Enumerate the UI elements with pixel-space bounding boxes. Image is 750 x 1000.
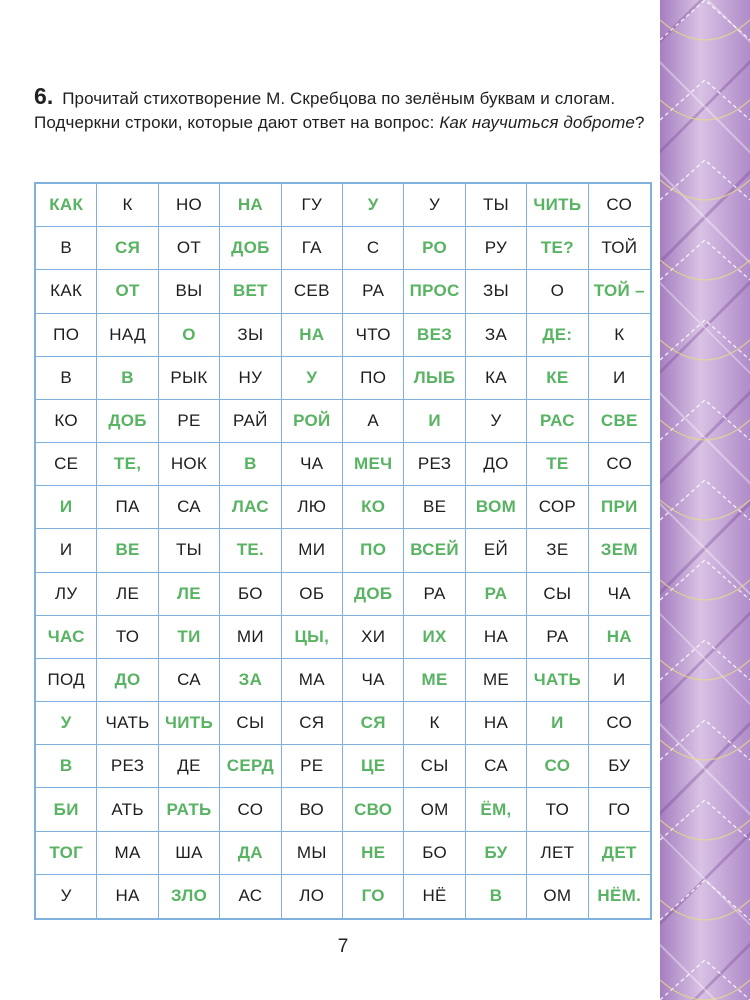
grid-cell-green-syllable: ТЕ? <box>527 227 588 270</box>
grid-cell-green-syllable: НА <box>589 616 650 659</box>
grid-cell-syllable: БУ <box>589 745 650 788</box>
grid-cell-syllable: АТЬ <box>97 788 158 831</box>
grid-cell-syllable: ЕЙ <box>466 529 527 572</box>
grid-cell-syllable: РУ <box>466 227 527 270</box>
grid-cell-syllable: ДЕ <box>159 745 220 788</box>
grid-cell-green-syllable: СЕРД <box>220 745 281 788</box>
grid-cell-green-syllable: В <box>36 745 97 788</box>
grid-cell-syllable: А <box>343 400 404 443</box>
grid-cell-syllable: ЛУ <box>36 573 97 616</box>
grid-cell-green-syllable: ДОБ <box>343 573 404 616</box>
task-instruction <box>34 84 654 135</box>
grid-cell-green-syllable: СО <box>527 745 588 788</box>
grid-cell-green-syllable: И <box>527 702 588 745</box>
grid-cell-syllable: ЗЕ <box>527 529 588 572</box>
grid-cell-syllable: ЛЮ <box>282 486 343 529</box>
grid-cell-green-syllable: ЗА <box>220 659 281 702</box>
grid-cell-syllable: ВЫ <box>159 270 220 313</box>
grid-cell-syllable: ЗЫ <box>466 270 527 313</box>
quilted-pattern-decoration <box>660 0 750 1000</box>
grid-cell-green-syllable: ВЕТ <box>220 270 281 313</box>
grid-cell-syllable: В <box>36 227 97 270</box>
grid-cell-syllable: У <box>36 875 97 918</box>
grid-cell-syllable: НУ <box>220 357 281 400</box>
grid-cell-syllable: ТОЙ <box>589 227 650 270</box>
grid-cell-syllable: ША <box>159 832 220 875</box>
grid-cell-green-syllable: СВЕ <box>589 400 650 443</box>
grid-cell-syllable: НЁ <box>404 875 465 918</box>
grid-cell-green-syllable: ДЕ: <box>527 314 588 357</box>
grid-cell-green-syllable: ТОЙ – <box>589 270 650 313</box>
grid-cell-green-syllable: СЯ <box>97 227 158 270</box>
grid-cell-syllable: СЯ <box>282 702 343 745</box>
task-question-mark: ? <box>634 113 645 132</box>
grid-cell-green-syllable: НА <box>220 184 281 227</box>
grid-cell-green-syllable: У <box>282 357 343 400</box>
grid-cell-green-syllable: ВЕ <box>97 529 158 572</box>
grid-cell-green-syllable: БУ <box>466 832 527 875</box>
task-text: Прочитай стихотворение М. Скребцова по зелёным буквам и слогам. Подчеркни строки, которые дают ответ на вопрос: <box>34 89 616 132</box>
grid-cell-syllable: ТЫ <box>466 184 527 227</box>
grid-cell-syllable: КО <box>36 400 97 443</box>
grid-cell-green-syllable: ПРИ <box>589 486 650 529</box>
grid-cell-green-syllable: ДОБ <box>220 227 281 270</box>
grid-cell-green-syllable: КЕ <box>527 357 588 400</box>
grid-cell-syllable: КА <box>466 357 527 400</box>
grid-cell-green-syllable: В <box>97 357 158 400</box>
grid-cell-syllable: АС <box>220 875 281 918</box>
grid-cell-syllable: ЛЕТ <box>527 832 588 875</box>
grid-cell-syllable: МИ <box>282 529 343 572</box>
grid-cell-green-syllable: В <box>466 875 527 918</box>
grid-cell-syllable: ДО <box>466 443 527 486</box>
grid-cell-green-syllable: ДО <box>97 659 158 702</box>
grid-cell-green-syllable: И <box>36 486 97 529</box>
grid-cell-green-syllable: ПО <box>343 529 404 572</box>
grid-cell-green-syllable: ЧИТЬ <box>527 184 588 227</box>
grid-cell-syllable: ПА <box>97 486 158 529</box>
grid-cell-green-syllable: ГО <box>343 875 404 918</box>
grid-cell-green-syllable: ЦЫ, <box>282 616 343 659</box>
grid-cell-syllable: И <box>589 357 650 400</box>
grid-cell-syllable: СА <box>159 659 220 702</box>
grid-cell-syllable: ЧТО <box>343 314 404 357</box>
grid-cell-syllable: СО <box>589 702 650 745</box>
grid-cell-syllable: О <box>527 270 588 313</box>
grid-cell-green-syllable: ЗЛО <box>159 875 220 918</box>
grid-cell-syllable: БО <box>220 573 281 616</box>
grid-cell-green-syllable: ЧАТЬ <box>527 659 588 702</box>
grid-cell-green-syllable: НЕ <box>343 832 404 875</box>
grid-cell-syllable: СЕ <box>36 443 97 486</box>
grid-cell-syllable: МА <box>97 832 158 875</box>
grid-cell-green-syllable: О <box>159 314 220 357</box>
grid-cell-green-syllable: ДА <box>220 832 281 875</box>
grid-cell-syllable: ПО <box>343 357 404 400</box>
grid-cell-green-syllable: ЧИТЬ <box>159 702 220 745</box>
grid-cell-green-syllable: ВОМ <box>466 486 527 529</box>
grid-cell-syllable: РА <box>404 573 465 616</box>
grid-cell-syllable: НО <box>159 184 220 227</box>
grid-cell-green-syllable: ВСЕЙ <box>404 529 465 572</box>
grid-cell-syllable: СЫ <box>220 702 281 745</box>
grid-cell-green-syllable: РАТЬ <box>159 788 220 831</box>
grid-cell-syllable: У <box>466 400 527 443</box>
grid-cell-syllable: ГА <box>282 227 343 270</box>
grid-cell-green-syllable: БИ <box>36 788 97 831</box>
grid-cell-syllable: ОМ <box>404 788 465 831</box>
grid-cell-syllable: СА <box>466 745 527 788</box>
grid-cell-syllable: ГУ <box>282 184 343 227</box>
grid-cell-syllable: С <box>343 227 404 270</box>
grid-cell-syllable: ЧАТЬ <box>97 702 158 745</box>
grid-cell-syllable: ВЕ <box>404 486 465 529</box>
grid-cell-syllable: ТЫ <box>159 529 220 572</box>
grid-cell-syllable: ВО <box>282 788 343 831</box>
grid-cell-green-syllable: ОТ <box>97 270 158 313</box>
grid-cell-syllable: В <box>36 357 97 400</box>
grid-cell-syllable: К <box>589 314 650 357</box>
grid-cell-syllable: СОР <box>527 486 588 529</box>
grid-cell-green-syllable: ИХ <box>404 616 465 659</box>
grid-cell-syllable: РЕЗ <box>97 745 158 788</box>
grid-cell-syllable: ЧА <box>282 443 343 486</box>
grid-cell-green-syllable: РО <box>404 227 465 270</box>
grid-cell-syllable: ЗА <box>466 314 527 357</box>
grid-cell-syllable: РЕ <box>159 400 220 443</box>
syllable-grid <box>34 182 652 920</box>
grid-cell-green-syllable: ТЕ <box>527 443 588 486</box>
grid-cell-syllable: СЕВ <box>282 270 343 313</box>
grid-cell-green-syllable: ДЕТ <box>589 832 650 875</box>
grid-cell-syllable: НА <box>466 616 527 659</box>
grid-cell-syllable: ЧА <box>589 573 650 616</box>
grid-cell-green-syllable: МЕЧ <box>343 443 404 486</box>
grid-cell-green-syllable: РА <box>466 573 527 616</box>
grid-cell-green-syllable: ЛАС <box>220 486 281 529</box>
grid-cell-green-syllable: ТИ <box>159 616 220 659</box>
grid-cell-green-syllable: РОЙ <box>282 400 343 443</box>
grid-cell-green-syllable: СВО <box>343 788 404 831</box>
grid-cell-green-syllable: МЕ <box>404 659 465 702</box>
grid-cell-green-syllable: ДОБ <box>97 400 158 443</box>
grid-cell-syllable: ОБ <box>282 573 343 616</box>
grid-cell-syllable: ПО <box>36 314 97 357</box>
grid-cell-green-syllable: НЁМ. <box>597 886 642 906</box>
grid-cell-syllable: МЕ <box>466 659 527 702</box>
grid-cell-syllable: МЫ <box>282 832 343 875</box>
grid-cell-syllable: ЛЕ <box>97 573 158 616</box>
grid-cell-syllable: РА <box>343 270 404 313</box>
decorative-side-band <box>660 0 750 1000</box>
grid-cell-green-syllable: СЯ <box>343 702 404 745</box>
grid-cell-syllable: СО <box>589 184 650 227</box>
grid-cell-syllable: НА <box>466 702 527 745</box>
grid-cell-syllable: СА <box>159 486 220 529</box>
page-number: 7 <box>337 936 349 957</box>
grid-cell-syllable: ОТ <box>159 227 220 270</box>
grid-cell-syllable: К <box>404 702 465 745</box>
grid-cell-syllable: ТО <box>97 616 158 659</box>
grid-cell-syllable: НА <box>97 875 158 918</box>
task-question: Как научиться доброте <box>439 113 635 132</box>
grid-cell-green-syllable: РАС <box>527 400 588 443</box>
grid-cell-syllable: СО <box>589 443 650 486</box>
grid-cell-green-syllable: ЁМ, <box>466 788 527 831</box>
grid-cell-green-syllable: ЗЕМ <box>589 529 650 572</box>
grid-cell-syllable: РАЙ <box>220 400 281 443</box>
grid-cell-syllable: МА <box>282 659 343 702</box>
grid-cell-syllable: НОК <box>159 443 220 486</box>
grid-cell-syllable: ГО <box>589 788 650 831</box>
grid-cell-syllable: РА <box>527 616 588 659</box>
grid-cell-green-syllable: У <box>343 184 404 227</box>
grid-cell-syllable: ХИ <box>343 616 404 659</box>
grid-cell-syllable: СО <box>220 788 281 831</box>
grid-cell-green-syllable: ТЕ, <box>97 443 158 486</box>
grid-cell-green-syllable: ЛЫБ <box>404 357 465 400</box>
grid-cell-green-syllable: ВЕЗ <box>404 314 465 357</box>
grid-cell-syllable: РЫК <box>159 357 220 400</box>
grid-cell-syllable: У <box>404 184 465 227</box>
grid-cell-green-syllable: ЦЕ <box>343 745 404 788</box>
grid-cell-green-syllable: ЧАС <box>36 616 97 659</box>
grid-cell-syllable: И <box>36 529 97 572</box>
grid-cell-syllable: ПОД <box>36 659 97 702</box>
grid-cell-syllable: КАК <box>36 270 97 313</box>
grid-cell-syllable: ТО <box>527 788 588 831</box>
grid-cell-green-syllable: ТОГ <box>36 832 97 875</box>
grid-cell-green-syllable: В <box>220 443 281 486</box>
grid-cell-green-syllable: ПРОС <box>404 270 465 313</box>
grid-cell-syllable: ОМ <box>527 875 588 918</box>
grid-cell-green-syllable: НА <box>282 314 343 357</box>
grid-cell-syllable: К <box>97 184 158 227</box>
grid-cell-green-syllable: ТЕ. <box>220 529 281 572</box>
grid-cell-syllable: СЫ <box>404 745 465 788</box>
grid-cell-syllable: РЕ <box>282 745 343 788</box>
grid-cell-syllable: ЗЫ <box>220 314 281 357</box>
grid-cell-syllable: БО <box>404 832 465 875</box>
grid-cell-syllable: НАД <box>97 314 158 357</box>
grid-cell-green-syllable: У <box>36 702 97 745</box>
grid-cell-syllable: СЫ <box>527 573 588 616</box>
grid-cell-green-syllable: И <box>404 400 465 443</box>
grid-cell-syllable: МИ <box>220 616 281 659</box>
grid-cell-green-syllable: КО <box>343 486 404 529</box>
grid-cell-syllable: И <box>589 659 650 702</box>
task-number: 6. <box>34 83 54 109</box>
grid-cell-syllable: ЛО <box>282 875 343 918</box>
grid-cell-syllable: РЕЗ <box>404 443 465 486</box>
grid-cell-green-syllable: КАК <box>36 184 97 227</box>
grid-cell-syllable: ЧА <box>343 659 404 702</box>
grid-cell-green-syllable: ЛЕ <box>159 573 220 616</box>
